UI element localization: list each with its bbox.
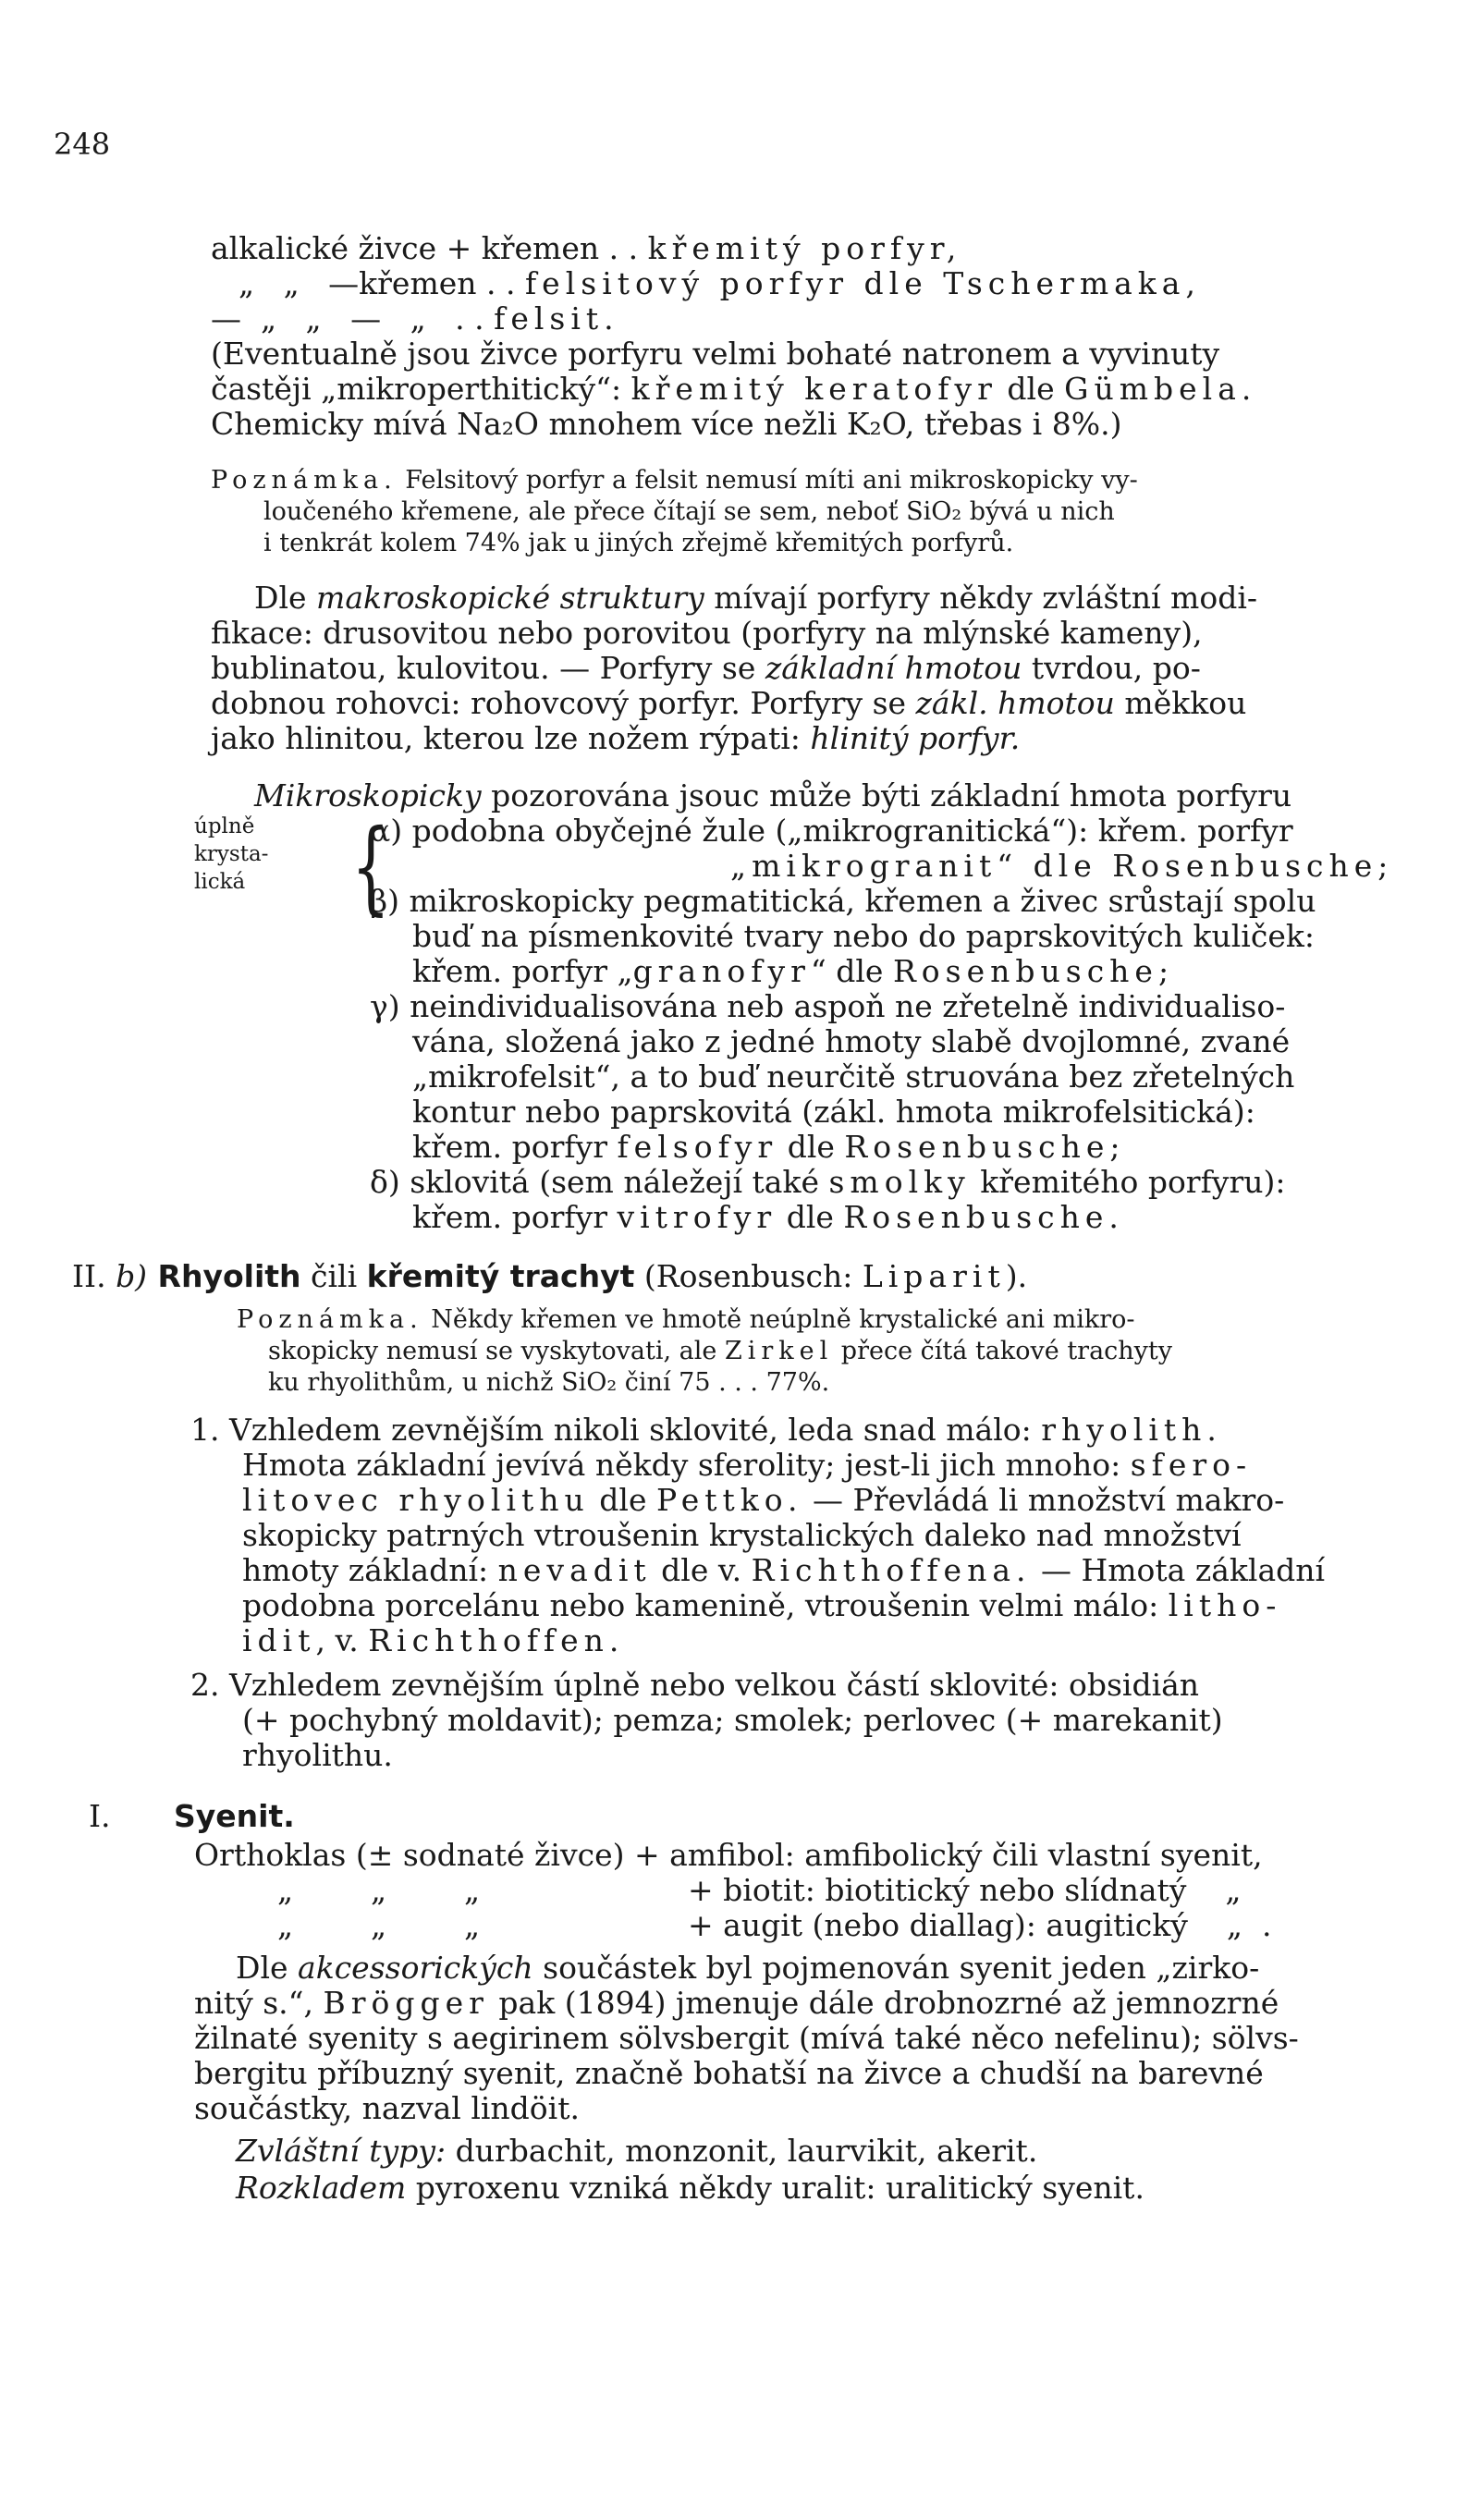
section-heading: II. b) Rhyolith čili křemitý trachyt (Rosenbusch: Liparit). [72,1258,1028,1294]
text-line: Dle akcessorických součástek byl pojmenován syenit jeden „zirko- [236,1950,1260,1986]
text-line: častěji „mikroperthitický“: křemitý keratofyr dle Gümbela. [211,371,1257,407]
section-heading: Syenit. [174,1798,295,1834]
text-line: idit, v. Richthoffen. [242,1622,625,1658]
text-line: + augit (nebo diallag): augitický „ . [688,1907,1272,1943]
text-line: vána, složená jako z jedné hmoty slabě dvojlomné, zvané [412,1023,1291,1059]
text-line: žilnaté syenity s aegirinem sölvsbergit (mívá také něco nefelinu); sölvs- [194,2020,1299,2056]
text-line: křem. porfyr vitrofyr dle Rosenbusche. [412,1199,1124,1235]
text-line: bublinatou, kulovitou. — Porfyry se základní hmotou tvrdou, po- [211,650,1201,686]
brace: { [351,807,390,925]
note-line: Poznámka. Někdy křemen ve hmotě neúplně krystalické ani mikro- [237,1305,1135,1334]
section-number: I. [89,1798,111,1834]
text-line: křem. porfyr „granofyr“ dle Rosenbusche; [412,953,1175,989]
text-line: nitý s.“, Brögger pak (1894) jmenuje dále drobnozrné až jemnozrné [194,1985,1279,2021]
text-line: skopicky patrných vtroušenin krystalických daleko nad množství [242,1517,1242,1553]
text-line: litovec rhyolithu dle Pettko. — Převládá li množství makro- [242,1482,1285,1518]
text-line: (Eventualně jsou živce porfyru velmi bohaté natronem a vyvinuty [211,336,1220,372]
text-line: Orthoklas (± sodnaté živce) + amfibol: amfibolický čili vlastní syenit, [194,1837,1263,1873]
text-line: Zvláštní typy: durbachit, monzonit, laurvikit, akerit. [236,2133,1038,2169]
text-line: bergitu příbuzný syenit, značně bohatší na živce a chudší na barevné [194,2055,1264,2091]
text-line: alkalické živce + křemen . . křemitý porfyr, [211,230,962,266]
text-line: fikace: drusovitou nebo porovitou (porfyry na mlýnské kameny), [211,615,1203,651]
text-line: Dle makroskopické struktury mívají porfyry někdy zvláštní modi- [254,580,1258,616]
text-line: Rozkladem pyroxenu vzniká někdy uralit: uralitický syenit. [236,2170,1144,2206]
text-line: 2. Vzhledem zevnějším úplně nebo velkou částí sklovité: obsidián [190,1667,1200,1703]
text-line: buď na písmenkovité tvary nebo do paprskovitých kuliček: [412,918,1315,954]
side-label: úplně krysta- lická [194,814,269,894]
text-line: jako hlinitou, kterou lze nožem rýpati: hlinitý porfyr. [211,720,1021,756]
text-line: „ „ „ [277,1907,481,1943]
text-line: „mikrofelsit“, a to buď neurčitě struována bez zřetelných [412,1058,1295,1095]
text-line: „mikrogranit“ dle Rosenbusche; [730,848,1394,884]
note-line: loučeného křemene, ale přece čítají se sem, neboť SiO₂ bývá u nich [263,497,1115,526]
text-line: Hmota základní jevívá někdy sferolity; jest-li jich mnoho: sfero- [242,1447,1253,1483]
text-line: γ) neindividualisována neb aspoň ne zřetelně individualiso- [370,988,1286,1024]
note-line: Poznámka. Felsitový porfyr a felsit nemusí míti ani mikroskopicky vy- [211,466,1138,495]
text-line: součástky, nazval lindöit. [194,2090,580,2126]
text-line: α) podobna obyčejné žule („mikrogranitická“): křem. porfyr [370,813,1293,849]
text-line: β) mikroskopicky pegmatitická, křemen a živec srůstají spolu [370,883,1316,919]
text-line: hmoty základní: nevadit dle v. Richthoffena. — Hmota základní [242,1552,1326,1588]
text-line: „ „ „ [277,1872,481,1908]
text-line: δ) sklovitá (sem náležejí také smolky křemitého porfyru): [370,1164,1286,1200]
page-number: 248 [54,127,111,162]
text-line: „ „ —křemen . . felsitový porfyr dle Tschermaka, [239,265,1201,301]
note-line: skopicky nemusí se vyskytovati, ale Zirkel přece čítá takové trachyty [268,1337,1173,1365]
text-line: Chemicky mívá Na₂O mnohem více nežli K₂O, třebas i 8%.) [211,406,1122,442]
text-line: dobnou rohovci: rohovcový porfyr. Porfyry se zákl. hmotou měkkou [211,685,1247,721]
text-line: podobna porcelánu nebo kamenině, vtroušenin velmi málo: litho- [242,1587,1282,1623]
text-line: + biotit: biotitický nebo slídnatý „ [688,1872,1242,1908]
text-line: kontur nebo paprskovitá (zákl. hmota mikrofelsitická): [412,1094,1255,1130]
text-line: rhyolithu. [242,1737,393,1773]
text-line: (+ pochybný moldavit); pemza; smolek; perlovec (+ marekanit) [242,1702,1223,1738]
text-line: křem. porfyr felsofyr dle Rosenbusche; [412,1129,1126,1165]
note-line: ku rhyolithům, u nichž SiO₂ činí 75 . . . 77%. [268,1368,830,1397]
text-line: Mikroskopicky pozorována jsouc může býti základní hmota porfyru [254,777,1292,813]
text-line: — „ „ — „ . . felsit. [211,300,619,336]
text-line: 1. Vzhledem zevnějším nikoli sklovité, leda snad málo: rhyolith. [190,1412,1222,1448]
note-line: i tenkrát kolem 74% jak u jiných zřejmě křemitých porfyrů. [263,529,1014,557]
